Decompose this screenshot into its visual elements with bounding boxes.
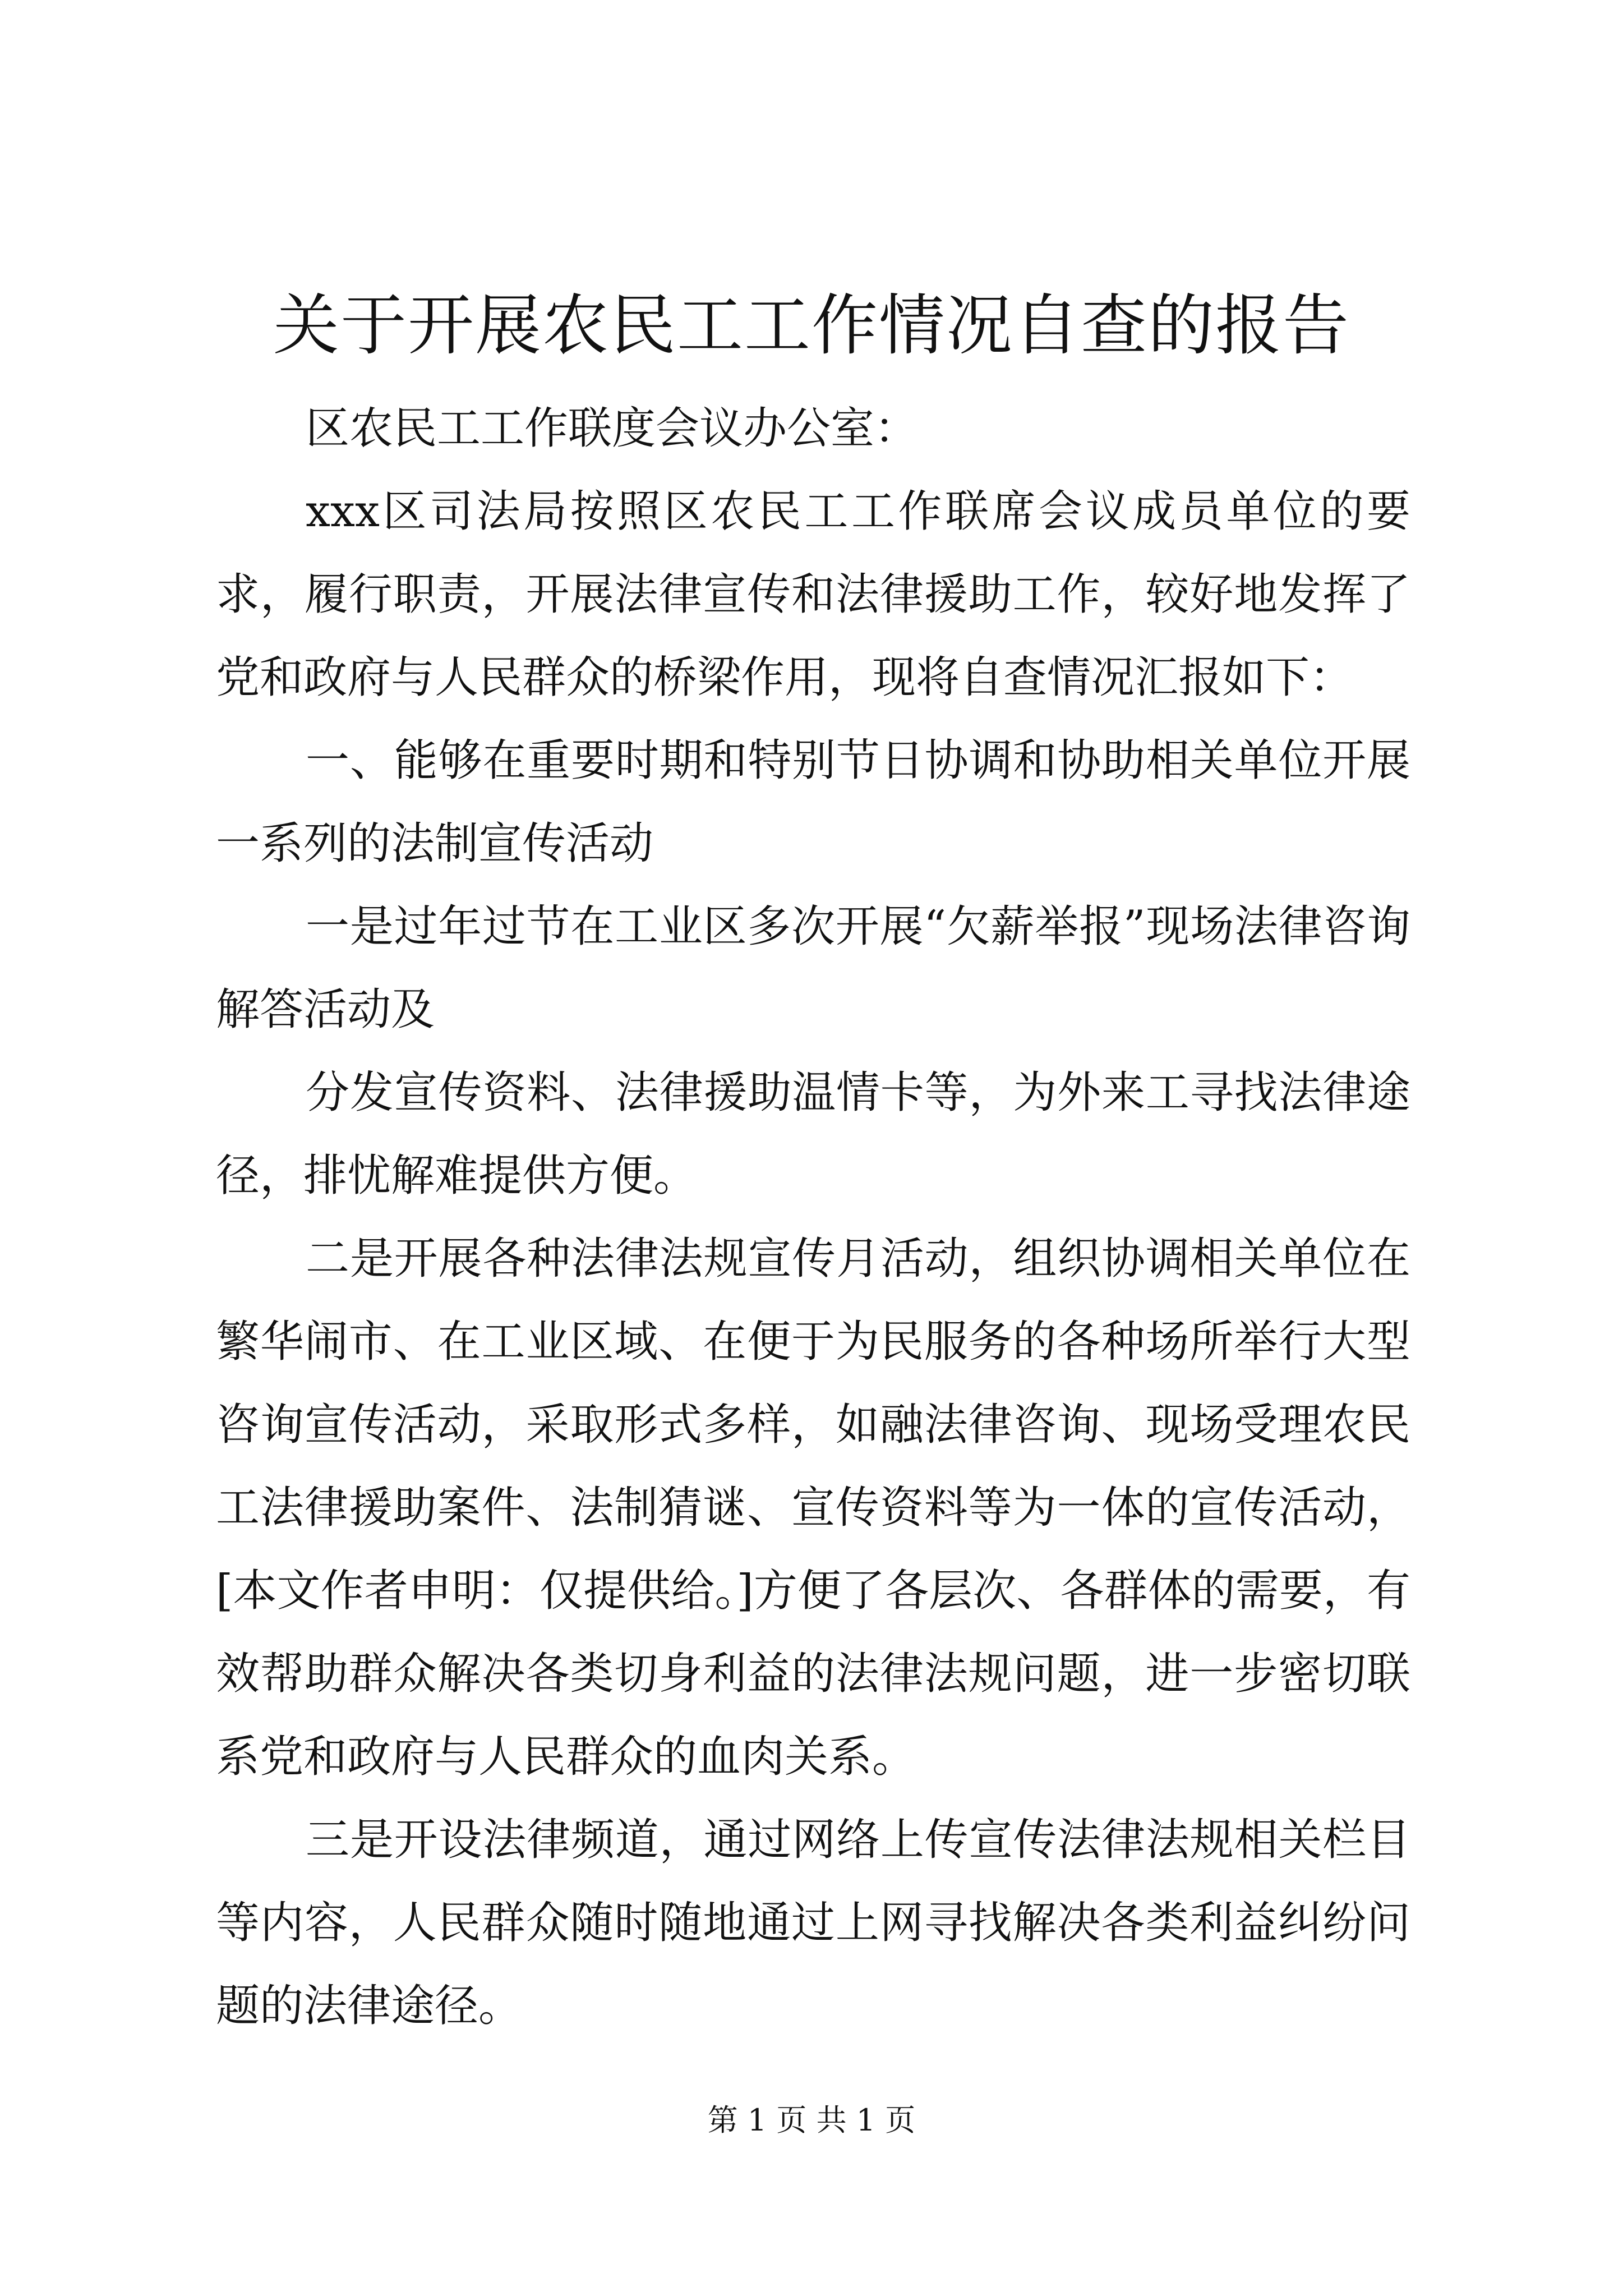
paragraph-item-one-continued: 分发宣传资料、法律援助温情卡等，为外来工寻找法律途径，排忧解难提供方便。 [216, 1068, 1410, 1201]
section-heading-one: 一、能够在重要时期和特别节日协调和协助相关单位开展一系列的法制宣传活动 [216, 735, 1410, 869]
paragraph-item-three: 三是开设法律频道，通过网络上传宣传法律法规相关栏目等内容，人民群众随时随地通过上网寻找解决各类利益纠纷问题的法律途径。 [216, 1815, 1410, 2031]
page-number-footer: 第 1 页 共 1 页 [707, 2102, 916, 2138]
document-body [216, 387, 1410, 2047]
salutation: 区农民工工作联度会议办公室： [306, 403, 919, 454]
document-title: 关于开展农民工工作情况自查的报告 [273, 287, 1350, 364]
paragraph-item-two: 二是开展各种法律法规宣传月活动，组织协调相关单位在繁华闹市、在工业区域、在便于为民服务的各种场所举行大型咨询宣传活动，采取形式多样，如融法律咨询、现场受理农民工法律援助案件、法制猜谜、宣传资料等为一体的宣传活动，[本文作者申明：仅提供给。]方便了各层次、各群体的需要，有效帮助群众解决各类切身利益的法律法规问题，进一步密切联系党和政府与人民群众的血肉关系。 [216, 1234, 1410, 1782]
paragraph-item-one: 一是过年过节在工业区多次开展“欠薪举报”现场法律咨询解答活动及 [216, 901, 1410, 1035]
intro-paragraph: xxx区司法局按照区农民工工作联席会议成员单位的要求，履行职责，开展法律宣传和法律援助工作，较好地发挥了党和政府与人民群众的桥梁作用，现将自查情况汇报如下： [216, 486, 1410, 703]
